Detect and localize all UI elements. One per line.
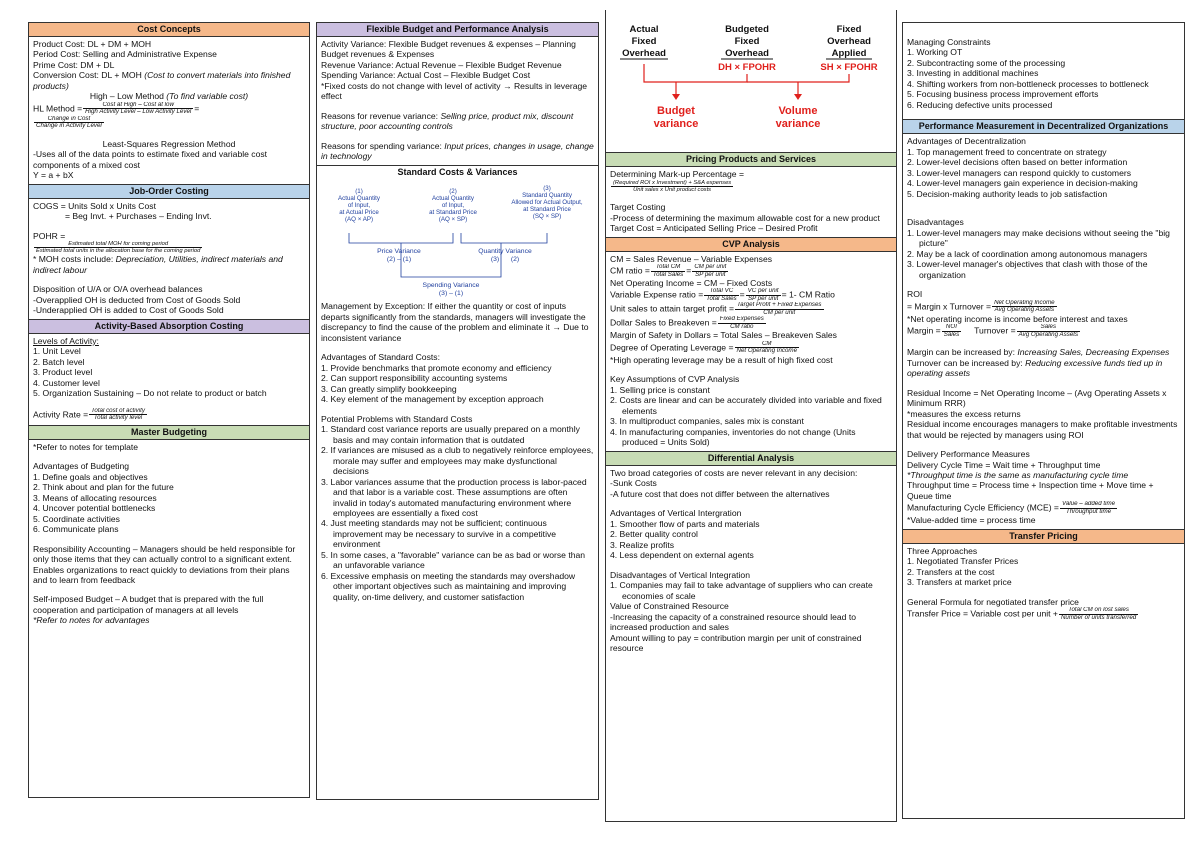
throughput-note: *Throughput time is the same as manufacturing cycle time bbox=[907, 469, 1129, 480]
column-3 bbox=[605, 10, 897, 822]
d3-line: (SQ × SP) bbox=[532, 212, 562, 220]
d2-line: (AQ × SP) bbox=[438, 215, 468, 223]
budget-adv-item: 3. Means of allocating resources bbox=[33, 492, 157, 503]
fixed-cost-note: *Fixed costs do not change with level of activity → Results in leverage effect bbox=[321, 80, 588, 102]
job-order-section bbox=[29, 199, 309, 319]
std-prob-item: 5. In some cases, a "favorable" variance can be as bad or worse than an unfavorable variance bbox=[321, 549, 586, 571]
future-costs: -A future cost that does not differ between the alternatives bbox=[610, 488, 830, 499]
std-adv-item: 3. Can greatly simplify bookkeeping bbox=[321, 383, 457, 394]
cvp-assump-title: Key Assumptions of CVP Analysis bbox=[610, 374, 740, 385]
disposition: Disposition of U/A or O/A overhead balances bbox=[33, 284, 203, 295]
cvp-assump-item: 2. Costs are linear and can be accurately divided into variable and fixed elements bbox=[610, 395, 882, 416]
cogs-2: = Beg Invt. + Purchases – Ending Invt. bbox=[65, 211, 212, 222]
vi-adv-item: 4. Less dependent on external agents bbox=[610, 550, 754, 561]
moh-note: * MOH costs include: Depreciation, Utilities, indirect materials and indirect labour bbox=[33, 254, 283, 275]
cvp-header: CVP Analysis bbox=[606, 237, 896, 252]
column-4 bbox=[902, 22, 1185, 819]
change-fraction: $\frac{\text{Change in Cost}}{\text{Change in Activity Level}}$ bbox=[36, 115, 102, 130]
constraint-item: 3. Investing in additional machines bbox=[907, 68, 1039, 79]
decentral-dis-item: 1. Lower-level managers may make decisions without seeing the "big picture" bbox=[907, 227, 1170, 249]
transfer-item: 1. Negotiated Transfer Prices bbox=[907, 556, 1019, 567]
lsr-line-1: -Uses all of the data points to estimate fixed and variable cost bbox=[33, 149, 268, 160]
abc-item: 5. Organization Sustaining – Do not relate to product or batch bbox=[33, 388, 267, 399]
f2-formula: DH × FPOHR bbox=[718, 62, 776, 73]
vcr-line-2: Amount willing to pay = contribution margin per unit of constrained resource bbox=[610, 632, 862, 654]
vi-dis-title: Disadvantages of Vertical Integration bbox=[610, 569, 750, 580]
ver: Variable Expense ratio = $\frac{\text{Total VC}}{\text{Total Sales}}$ = $\frac{\text{VC per unit}}{\text{SP per unit}}$ = 1- CM Ratio bbox=[610, 288, 835, 302]
markup-label: Determining Mark-up Percentage = bbox=[610, 169, 744, 180]
h1-line: Actual bbox=[629, 24, 659, 35]
h3-line: Overhead bbox=[827, 36, 871, 47]
h3-line: Applied bbox=[831, 48, 867, 59]
d3-line: Standard Quantity bbox=[522, 191, 572, 199]
self-imposed-note: *Refer to notes for advantages bbox=[33, 615, 150, 626]
master-budgeting-header: Master Budgeting bbox=[29, 425, 309, 440]
std-prob-item: 6. Excessive emphasis on meeting the standards may overshadow other important objectives such as maintaining and improving quality, on-time delivery, and customer satisfaction bbox=[321, 570, 576, 602]
activity-rate: Activity Rate = $\frac{\text{Total cost of activity}}{\text{Total activity level}}$ bbox=[33, 407, 145, 422]
std-adv-item: 4. Key element of the management by exception approach bbox=[321, 394, 544, 405]
noi: Net Operating Income = CM – Fixed Costs bbox=[610, 278, 773, 288]
spending-reasons: Reasons for spending variance: Input prices, changes in usage, change in technology bbox=[321, 140, 594, 162]
activity-variance: Activity Variance: Flexible Budget revenues & expenses – Planning Budget revenues & Expenses bbox=[321, 38, 576, 60]
d1-line: (AQ × AP) bbox=[344, 215, 374, 223]
d3-line: Allowed for Actual Output, bbox=[511, 198, 583, 206]
flexible-budget-section bbox=[317, 37, 598, 165]
std-prob-title: Potential Problems with Standard Costs bbox=[321, 413, 473, 424]
f3-formula: SH × FPOHR bbox=[820, 62, 878, 73]
d3-line: (3) bbox=[543, 184, 551, 192]
transfer-header: Transfer Pricing bbox=[903, 529, 1184, 544]
decentral-dis-item: 3. Lower-level manager's objectives that clash with those of the organization bbox=[907, 259, 1148, 280]
responsibility-accounting: Responsibility Accounting – Managers should be held responsible for only those items that they can actually control to a significant extent. Enables organizations to react quickly to deviations from their plans and to learn from feedback bbox=[33, 543, 296, 585]
hl-formula: HL Method = $\frac{\text{Cost at High – Cost at low}}{\text{High Activity Level – Low Activity Level}}$ = bbox=[33, 101, 200, 116]
std-adv-item: 1. Provide benchmarks that promote economy and efficiency bbox=[321, 362, 552, 373]
abc-item: 2. Batch level bbox=[33, 356, 85, 367]
decentral-dis-title: Disadvantages bbox=[907, 217, 964, 228]
differential-header: Differential Analysis bbox=[606, 451, 896, 466]
budget-variance-line: Budget bbox=[657, 105, 695, 117]
margin-increase: Margin can be increased by: Increasing Sales, Decreasing Expenses bbox=[907, 347, 1170, 358]
cvp-assump-item: 3. In multiproduct companies, sales mix is constant bbox=[610, 416, 804, 427]
diff-intro: Two broad categories of costs are never relevant in any decision: bbox=[610, 467, 858, 478]
cm-def: CM = Sales Revenue – Variable Expenses bbox=[610, 253, 773, 264]
target-profit: Unit sales to attain target profit = $\frac{\text{Target Profit + Fixed Expenses}}{\text{CM per unit}}$ bbox=[610, 302, 822, 316]
h1-line: Fixed bbox=[631, 36, 657, 47]
constraint-item: 4. Shifting workers from non-bottleneck processes to bottleneck bbox=[907, 78, 1149, 89]
cogs: COGS = Units Sold x Units Cost bbox=[33, 200, 156, 211]
price-variance-label: Price Variance bbox=[377, 247, 421, 255]
constraint-item: 1. Working OT bbox=[907, 47, 963, 58]
vi-adv-item: 2. Better quality control bbox=[610, 529, 698, 540]
value-added-note: *Value-added time = process time bbox=[907, 515, 1036, 526]
high-low-method: High – Low Method (To find variable cost) bbox=[89, 91, 249, 102]
constraint-item: 5. Focusing business process improvement efforts bbox=[907, 89, 1099, 100]
budget-adv-item: 4. Uncover potential bottlenecks bbox=[33, 503, 156, 514]
cost-concepts-header: Cost Concepts bbox=[29, 23, 309, 37]
conversion-cost: Conversion Cost: DL + MOH (Cost to convert materials into finished products) bbox=[33, 70, 291, 91]
abc-item: 4. Customer level bbox=[33, 377, 100, 388]
column-2 bbox=[316, 22, 599, 800]
prime-cost: Prime Cost: DM + DL bbox=[33, 59, 115, 70]
spending-variance: Spending Variance: Actual Cost – Flexible Budget Cost bbox=[321, 70, 531, 81]
std-adv-item: 2. Can support responsibility accounting systems bbox=[321, 373, 508, 384]
performance-header: Performance Measurement in Decentralized Organizations bbox=[903, 119, 1184, 134]
ri-desc: Residual income encourages managers to make profitable investments that would be rejected by managers using ROI bbox=[907, 419, 1178, 440]
decentral-adv-item: 2. Lower-level decisions often based on better information bbox=[907, 157, 1128, 168]
d1-line: of Input, bbox=[347, 201, 371, 209]
constraint-item: 2. Subcontracting some of the processing bbox=[907, 57, 1066, 68]
transfer-section bbox=[903, 544, 1184, 624]
performance-section bbox=[903, 134, 1184, 529]
management-by-exception: Management by Exception: If either the quantity or cost of inputs departs significantly from the standards, managers will investigate the discrepancy to find the cause of the problem and eliminate it → Due to inconsistent variance bbox=[321, 301, 589, 343]
abc-item: 3. Product level bbox=[33, 367, 93, 378]
vcr-line-1: -Increasing the capacity of a constrained resource should lead to increased production and sales bbox=[610, 611, 857, 633]
volume-variance-line: Volume bbox=[778, 105, 818, 117]
std-prob-item: 2. If variances are misused as a club to negatively reinforce employees, morale may suffer and employees may make dysfunctional decisions bbox=[321, 445, 594, 477]
budget-adv-item: 5. Coordinate activities bbox=[33, 513, 120, 524]
h2-line: Overhead bbox=[725, 48, 769, 59]
spending-variance-formula: (3) – (1) bbox=[438, 289, 464, 297]
overhead-variance-diagram bbox=[606, 10, 896, 146]
standard-costs-header: Standard Costs & Variances bbox=[317, 165, 598, 179]
decentral-adv-item: 5. Decision-making authority leads to job satisfaction bbox=[907, 188, 1108, 199]
column-1 bbox=[28, 22, 310, 798]
flexible-budget-header: Flexible Budget and Performance Analysis bbox=[317, 23, 598, 37]
markup-fraction: $\frac{\text{(Required ROI x Investment) + S\&A expenses}}{\text{Unit sales x Unit product costs}}$ bbox=[613, 179, 732, 194]
overapplied: -Overapplied OH is deducted from Cost of Goods Sold bbox=[33, 294, 241, 305]
margin-of-safety: Margin of Safety in Dollars = Total Sales – Breakeven Sales bbox=[610, 330, 837, 341]
vi-adv-item: 3. Realize profits bbox=[610, 539, 675, 550]
roi-formula: = Margin x Turnover = $\frac{\text{Net Operating Income}}{\text{Avg Operating Assets}}$ bbox=[907, 299, 1055, 314]
mce: Manufacturing Cycle Efficiency (MCE) = $\frac{\text{Value – added time}}{\text{Throughput time}}$ bbox=[907, 501, 1116, 515]
std-prob-item: 1. Standard cost variance reports are usually prepared on a monthly basis and may contain information that is outdated bbox=[321, 424, 580, 445]
constraint-item: 6. Reducing defective units processed bbox=[907, 99, 1053, 110]
volume-bracket bbox=[747, 74, 849, 82]
d1-line: at Actual Price bbox=[339, 208, 379, 216]
pricing-header: Pricing Products and Services bbox=[606, 152, 896, 167]
budget-variance-line: variance bbox=[653, 118, 699, 130]
budget-adv-title: Advantages of Budgeting bbox=[33, 461, 130, 472]
abc-header: Activity-Based Absorption Costing bbox=[29, 319, 309, 334]
h1-line: Overhead bbox=[622, 48, 666, 59]
budget-adv-item: 6. Communicate plans bbox=[33, 524, 119, 535]
constraints-title: Managing Constraints bbox=[907, 37, 991, 47]
d3-line: at Standard Price bbox=[523, 205, 571, 213]
underapplied: -Underapplied OH is added to Cost of Goods Sold bbox=[33, 305, 224, 316]
vi-adv-title: Advantages of Vertical Intergration bbox=[610, 508, 742, 519]
delivery-cycle-time: Delivery Cycle Time = Wait time + Throughput time bbox=[907, 459, 1101, 470]
vcr-title: Value of Constrained Resource bbox=[610, 601, 729, 612]
transfer-item: 3. Transfers at market price bbox=[907, 577, 1012, 588]
volume-variance-line: variance bbox=[775, 118, 821, 130]
volume-arrow-head bbox=[794, 94, 802, 100]
budget-adv-item: 2. Think about and plan for the future bbox=[33, 482, 174, 493]
revenue-variance: Revenue Variance: Actual Revenue – Flexible Budget Revenue bbox=[321, 59, 562, 70]
h2-line: Budgeted bbox=[725, 24, 769, 35]
standard-costs-section bbox=[317, 179, 598, 606]
h3-line: Fixed bbox=[836, 24, 862, 35]
constraints-section bbox=[903, 23, 1184, 113]
cm-ratio: CM ratio = $\frac{\text{Total CM}}{\text{Total Sales}}$ = $\frac{\text{CM per unit}}{\text{SP per unit}}$ bbox=[610, 264, 727, 278]
decentral-adv-item: 1. Top management freed to concentrate on strategy bbox=[907, 146, 1107, 157]
breakeven: Dollar Sales to Breakeven = $\frac{\text{Fixed Expenses}}{\text{CM ratio}}$ bbox=[610, 316, 764, 330]
transfer-formula: Transfer Price = Variable cost per unit + $\frac{\text{Total CM on lost sales}}{\text{Number of units transferred}}$ bbox=[907, 607, 1137, 621]
cvp-assump-item: 1. Selling price is constant bbox=[610, 384, 710, 395]
d2-line: Actual Quantity bbox=[432, 194, 474, 202]
bracket-price bbox=[349, 233, 453, 243]
vi-adv-item: 1. Smoother flow of parts and materials bbox=[610, 518, 760, 529]
h2-line: Fixed bbox=[734, 36, 760, 47]
variance-diagram bbox=[321, 181, 595, 299]
high-leverage-note: *High operating leverage may be a result of high fixed cost bbox=[610, 354, 833, 365]
turnover-increase: Turnover can be increased by: Reducing excessive funds tied up in operating assets bbox=[907, 357, 1163, 379]
pricing-section bbox=[606, 167, 896, 236]
qty-variance-label: Quantity Variance bbox=[478, 247, 532, 255]
d2-line: (2) bbox=[449, 187, 457, 195]
general-formula-title: General Formula for negotiated transfer price bbox=[907, 596, 1079, 607]
cvp-section bbox=[606, 252, 896, 451]
dol: Degree of Operating Leverage = $\frac{CM}{\text{Net Operating Income}}$ bbox=[610, 340, 798, 355]
budget-arrow-head bbox=[672, 94, 680, 100]
qty-formula-b: (2) bbox=[510, 255, 520, 263]
qty-formula-a: (3) bbox=[490, 255, 500, 263]
d2-line: of Input, bbox=[441, 201, 465, 209]
self-imposed-budget: Self-imposed Budget – A budget that is prepared with the full cooperation and participation of managers at all levels bbox=[33, 594, 264, 615]
d2-line: at Standard Price bbox=[429, 208, 477, 216]
cvp-assump-item: 4. In manufacturing companies, inventories do not change (Units produced = Units Sold) bbox=[610, 426, 856, 448]
noi-note: *Net operating income is income before interest and taxes bbox=[907, 313, 1128, 324]
lsr-line-2: components of a mixed cost bbox=[33, 159, 140, 170]
d1-line: Actual Quantity bbox=[338, 194, 380, 202]
residual-income: Residual Income = Net Operating Income – (Avg Operating Assets x Minimum RRR) bbox=[907, 387, 1167, 409]
revenue-reasons: Reasons for revenue variance: Selling price, product mix, discount structure, poor accounting controls bbox=[321, 110, 574, 132]
std-prob-item: 4. Just meeting standards may not be sufficient; continuous improvement may be necessary to survive in a competitive environment bbox=[321, 518, 557, 550]
pohr-fraction: Estimated total MOH for coming period Estimated total units in the allocation base for the coming period bbox=[36, 241, 201, 255]
abc-item: 1. Unit Level bbox=[33, 346, 81, 357]
price-variance-formula: (2) – (1) bbox=[386, 255, 412, 263]
decentral-dis-item: 2. May be a lack of coordination among autonomous managers bbox=[907, 248, 1148, 259]
cost-concepts-section bbox=[29, 37, 309, 184]
bracket-qty bbox=[461, 233, 547, 243]
template-note: *Refer to notes for template bbox=[33, 441, 139, 452]
margin-turnover: Margin = $\frac{\text{NOI}}{\text{Sales}}$ Turnover = $\frac{\text{Sales}}{\text{Avg Operating Assets}}$ bbox=[907, 324, 1079, 338]
decentral-adv-item: 4. Lower-level managers gain experience in decision-making bbox=[907, 178, 1138, 189]
abc-section bbox=[29, 334, 309, 425]
decentral-adv-item: 3. Lower-level managers can respond quickly to customers bbox=[907, 167, 1132, 178]
d1-line: (1) bbox=[355, 187, 363, 195]
target-costing-desc: -Process of determining the maximum allowable cost for a new product bbox=[610, 212, 880, 223]
period-cost: Period Cost: Selling and Administrative Expense bbox=[33, 49, 217, 60]
ri-note: *measures the excess returns bbox=[907, 408, 1021, 419]
job-order-header: Job-Order Costing bbox=[29, 184, 309, 199]
three-approaches: Three Approaches bbox=[907, 545, 978, 556]
lsr-line-3: Y = a + bX bbox=[33, 170, 74, 181]
levels-title: Levels of Activity: bbox=[33, 335, 99, 346]
roi-title: ROI bbox=[907, 289, 923, 300]
pohr-label: POHR = bbox=[33, 230, 66, 241]
spending-variance-label: Spending Variance bbox=[422, 281, 480, 289]
std-prob-item: 3. Labor variances assume that the production process is labor-paced and that labor is a variable cost. These assumptions are often invalid in today's automated manufacturing environment where employees are essentially a fixed cost bbox=[321, 476, 587, 518]
differential-section bbox=[606, 466, 896, 657]
product-cost: Product Cost: DL + DM + MOH bbox=[33, 38, 152, 49]
budget-adv-item: 1. Define goals and objectives bbox=[33, 471, 148, 482]
target-costing-title: Target Costing bbox=[610, 202, 666, 213]
throughput-time: Throughput time = Process time + Inspection time + Move time + Queue time bbox=[907, 480, 1154, 501]
transfer-item: 2. Transfers at the cost bbox=[907, 566, 995, 577]
master-budgeting-section bbox=[29, 440, 309, 629]
dpm-title: Delivery Performance Measures bbox=[907, 449, 1030, 460]
target-cost-formula: Target Cost = Anticipated Selling Price – Desired Profit bbox=[610, 223, 818, 234]
vi-dis-item: 1. Companies may fail to take advantage of suppliers who can create economies of scale bbox=[610, 580, 873, 601]
std-adv-title: Advantages of Standard Costs: bbox=[321, 352, 440, 363]
sunk-costs: -Sunk Costs bbox=[610, 478, 657, 489]
lsr-title: Least-Squares Regression Method bbox=[102, 138, 236, 149]
decentral-adv-title: Advantages of Decentralization bbox=[907, 136, 1026, 147]
